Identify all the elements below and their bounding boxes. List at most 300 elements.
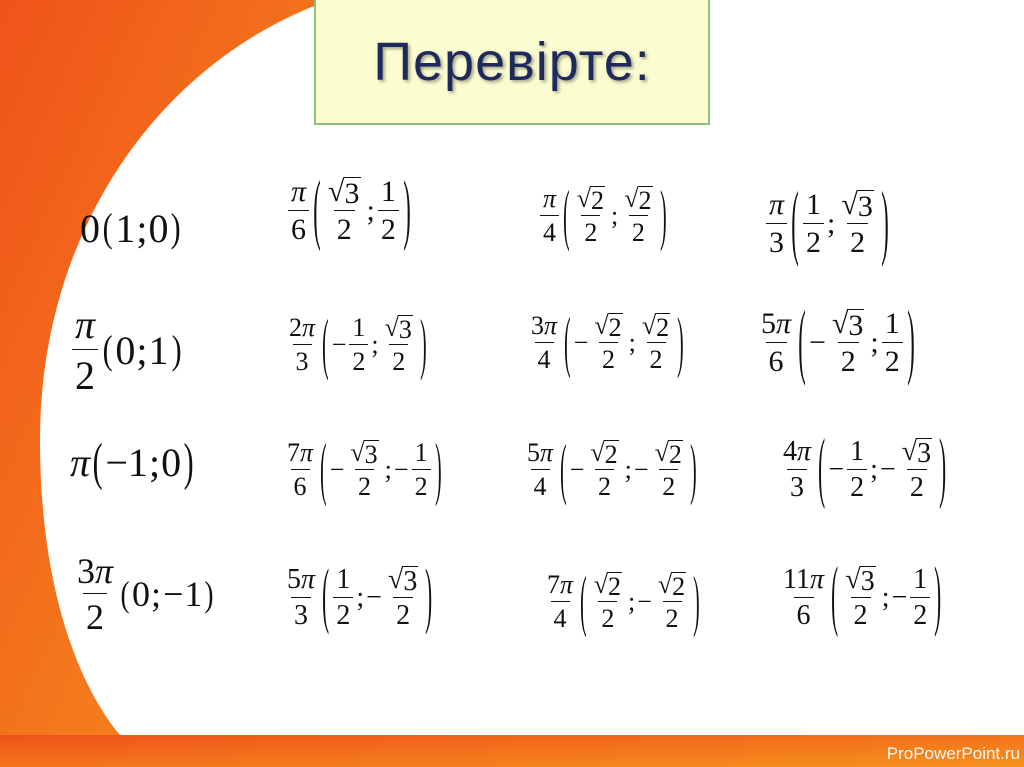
minus-sign: −: [633, 454, 649, 484]
slide-title: Перевірте:: [373, 31, 651, 92]
fraction: [587, 438, 621, 502]
digit: 2: [414, 471, 428, 501]
semicolon: ;: [870, 326, 879, 359]
numerator: [780, 564, 827, 597]
numerator: [284, 438, 316, 469]
left-paren: (: [322, 556, 330, 637]
numerator: [803, 188, 824, 223]
radical-sign: √: [350, 437, 365, 467]
semicolon: ;: [136, 327, 148, 373]
denominator: [766, 342, 787, 379]
square-root: [831, 306, 864, 342]
pi-symbol: π: [543, 183, 557, 213]
radical-sign: √: [841, 187, 858, 221]
radicand: 3: [344, 176, 360, 210]
minus-sign: −: [637, 586, 652, 616]
square-root: [593, 569, 622, 601]
digit: 2: [86, 596, 105, 637]
digit: 4: [783, 435, 797, 467]
denominator: [389, 344, 408, 377]
fraction: [591, 311, 625, 375]
radicand: 3: [364, 439, 378, 469]
digit: 6: [768, 345, 784, 378]
square-root: [594, 310, 622, 342]
semicolon: ;: [881, 581, 890, 613]
fraction: [842, 564, 878, 632]
digit: 2: [336, 599, 351, 631]
numerator: [385, 564, 421, 597]
numerator: [591, 570, 625, 601]
fraction: [540, 184, 559, 248]
pi-symbol: π: [797, 435, 812, 467]
point-equation-9: [70, 398, 196, 526]
denominator: [355, 469, 374, 502]
digit: 3: [531, 310, 544, 340]
fraction: [333, 564, 353, 632]
numerator: [766, 188, 787, 223]
digit: 3: [77, 550, 95, 591]
digit: 3: [769, 226, 785, 259]
fraction: [780, 436, 814, 504]
denominator: [838, 342, 859, 379]
fraction: [72, 301, 98, 399]
numerator: [758, 307, 794, 342]
pi-symbol: π: [809, 563, 824, 595]
point-equation-12: [778, 425, 948, 515]
semicolon: ;: [366, 194, 375, 227]
numerator: [591, 311, 625, 342]
numerator: [74, 550, 116, 593]
numerator: [333, 564, 353, 597]
radical-sign: √: [328, 174, 345, 208]
radical-sign: √: [641, 310, 657, 340]
denominator: [535, 342, 554, 375]
denominator: [393, 597, 413, 632]
numerator: [347, 438, 381, 469]
pi-symbol: π: [301, 563, 316, 595]
fraction: [766, 188, 787, 260]
fraction: [288, 175, 309, 247]
denominator: [333, 597, 353, 632]
right-paren: ): [419, 305, 427, 382]
right-paren: ): [659, 176, 667, 253]
point-equation-6: [284, 303, 429, 386]
radicand: 2: [638, 185, 652, 215]
fraction: [758, 307, 794, 379]
radical-sign: √: [654, 437, 669, 467]
denominator: [910, 597, 930, 632]
semicolon: ;: [624, 454, 632, 484]
semicolon: ;: [870, 453, 878, 485]
digit: 2: [913, 599, 928, 631]
pi-symbol: π: [300, 437, 314, 467]
right-paren: ): [881, 176, 889, 269]
fraction: [910, 564, 930, 632]
numerator: [838, 188, 876, 224]
digit: 7: [287, 437, 300, 467]
denominator: [291, 469, 310, 502]
pi-symbol: π: [302, 312, 316, 342]
denominator: [907, 469, 927, 504]
digit: 5: [527, 437, 540, 467]
right-paren: ): [939, 425, 947, 512]
pi-symbol: π: [70, 439, 91, 485]
fraction: [378, 175, 399, 247]
numerator: [544, 570, 576, 601]
square-root: [328, 174, 360, 210]
denominator: [83, 593, 107, 638]
digit: 2: [392, 347, 406, 377]
digit: 6: [291, 213, 307, 246]
denominator: [598, 601, 617, 634]
digit: 0: [161, 439, 182, 485]
numerator: [382, 313, 416, 344]
square-root: [350, 437, 378, 469]
fraction: [780, 564, 827, 632]
fraction: [325, 175, 363, 248]
denominator: [663, 601, 682, 634]
digit: 6: [293, 471, 307, 501]
pi-symbol: π: [95, 550, 114, 591]
digit: 0: [80, 205, 100, 251]
minus-sign: −: [569, 454, 585, 484]
numerator: [412, 438, 431, 469]
point-equation-16: [778, 553, 944, 643]
fraction: [74, 550, 116, 638]
square-root: [387, 563, 418, 597]
digit: 4: [553, 603, 567, 633]
radical-sign: √: [384, 312, 399, 342]
digit: 2: [909, 472, 924, 504]
fraction: [847, 436, 867, 504]
square-root: [841, 187, 873, 223]
minus-sign: −: [163, 573, 184, 614]
radicand: 3: [848, 308, 864, 342]
fraction: [652, 438, 686, 502]
minus-sign: −: [809, 326, 826, 359]
digit: 2: [601, 604, 615, 634]
digit: 4: [537, 344, 551, 374]
fraction: [838, 188, 876, 261]
digit: 2: [75, 353, 96, 398]
right-paren: ): [693, 562, 700, 639]
semicolon: ;: [151, 573, 162, 614]
denominator: [882, 342, 903, 379]
digit: 2: [662, 472, 676, 502]
digit: 1: [850, 435, 865, 467]
denominator: [787, 469, 807, 504]
numerator: [288, 175, 309, 210]
numerator: [829, 307, 867, 343]
denominator: [378, 210, 399, 247]
semicolon: ;: [610, 200, 619, 230]
digit: 1: [352, 312, 366, 342]
numerator: [286, 313, 318, 344]
radicand: 3: [857, 189, 873, 223]
denominator: [794, 597, 814, 632]
point-equation-4: [764, 176, 891, 272]
numerator: [325, 175, 363, 211]
point-equation-1: [80, 164, 184, 292]
digit: 2: [380, 213, 396, 246]
numerator: [655, 570, 689, 601]
fraction: [284, 564, 318, 632]
fraction: [882, 307, 903, 379]
digit: 2: [358, 472, 372, 502]
numerator: [540, 184, 559, 215]
right-paren: ): [425, 556, 433, 637]
fraction: [574, 184, 608, 248]
numerator: [910, 564, 930, 597]
digit: 2: [396, 600, 411, 632]
right-paren: ): [171, 205, 182, 250]
digit: 4: [533, 471, 547, 501]
radical-sign: √: [594, 310, 609, 340]
radicand: 2: [604, 439, 618, 469]
left-paren: (: [560, 430, 567, 507]
denominator: [349, 344, 368, 377]
radicand: 3: [860, 565, 875, 597]
numerator: [899, 436, 935, 469]
right-paren: ): [171, 327, 182, 372]
fraction: [639, 311, 673, 375]
minus-sign: −: [828, 453, 845, 485]
digit: 2: [649, 345, 663, 375]
denominator: [803, 223, 824, 260]
minus-sign: −: [393, 454, 409, 484]
radicand: 3: [917, 437, 932, 469]
left-paren: (: [102, 327, 113, 372]
right-paren: ): [689, 430, 697, 507]
square-root: [641, 310, 670, 342]
fraction: [655, 570, 689, 634]
semicolon: ;: [628, 327, 636, 357]
digit: −1: [105, 439, 148, 485]
digit: 2: [853, 600, 868, 632]
pi-symbol: π: [769, 188, 785, 221]
minus-sign: −: [573, 327, 589, 357]
bottom-bar: [0, 735, 1024, 767]
digit: 0: [115, 327, 136, 373]
denominator: [847, 223, 868, 260]
fraction: [829, 307, 867, 380]
radicand: 2: [607, 571, 621, 601]
numerator: [652, 438, 686, 469]
numerator: [847, 436, 867, 469]
numerator: [528, 311, 560, 342]
square-root: [657, 569, 686, 601]
digit: 1: [913, 563, 928, 595]
numerator: [349, 313, 368, 344]
digit: 2: [584, 218, 598, 248]
square-root: [654, 437, 683, 469]
left-paren: (: [831, 553, 839, 640]
right-paren: ): [403, 166, 411, 253]
radicand: 2: [656, 312, 670, 342]
digit: 2: [850, 471, 865, 503]
right-paren: ): [934, 553, 942, 640]
denominator: [334, 210, 355, 247]
denominator: [581, 215, 600, 248]
right-paren: ): [434, 429, 442, 508]
digit: 2: [806, 226, 822, 259]
numerator: [842, 564, 878, 597]
digit: 2: [631, 218, 645, 248]
watermark-text: ProPowerPoint.ru: [886, 744, 1020, 763]
minus-sign: −: [366, 581, 382, 613]
fraction: [347, 438, 381, 502]
radical-sign: √: [831, 306, 849, 340]
minus-sign: −: [331, 329, 347, 359]
numerator: [284, 564, 318, 597]
left-paren: (: [580, 562, 587, 639]
square-root: [576, 183, 605, 215]
digit: 1: [184, 573, 203, 614]
digit: 1: [884, 307, 900, 340]
square-root: [624, 183, 652, 215]
left-paren: (: [564, 303, 571, 380]
radical-sign: √: [576, 183, 591, 213]
semicolon: ;: [384, 454, 392, 484]
digit: 2: [850, 226, 866, 260]
minus-sign: −: [329, 454, 345, 484]
point-equation-10: [282, 428, 443, 511]
denominator: [291, 597, 311, 632]
square-root: [845, 563, 875, 597]
numerator: [639, 311, 673, 342]
radical-sign: √: [590, 437, 605, 467]
digit: 11: [783, 563, 810, 595]
point-equation-7: [526, 301, 686, 384]
right-paren: ): [204, 573, 214, 614]
radical-sign: √: [593, 569, 608, 599]
denominator: [540, 215, 559, 248]
radicand: 3: [398, 314, 412, 344]
square-root: [384, 312, 413, 344]
digit: 2: [665, 604, 679, 634]
digit: 2: [598, 472, 612, 502]
radicand: 2: [672, 571, 686, 601]
digit: 1: [414, 437, 428, 467]
fraction: [528, 311, 560, 375]
left-paren: (: [818, 425, 826, 512]
semicolon: ;: [371, 329, 379, 359]
digit: 0: [132, 573, 151, 614]
digit: 1: [148, 327, 169, 373]
numerator: [882, 307, 903, 342]
right-paren: ): [907, 295, 915, 388]
fraction: [286, 313, 318, 377]
square-root: [590, 437, 618, 469]
numerator: [524, 438, 556, 469]
pi-symbol: π: [75, 302, 96, 347]
point-equation-14: [282, 553, 435, 643]
semicolon: ;: [356, 581, 365, 613]
point-equation-2: [286, 163, 413, 259]
square-root: [901, 435, 932, 469]
radicand: 2: [668, 439, 682, 469]
point-equation-8: [756, 295, 917, 391]
fraction: [803, 188, 824, 260]
left-paren: (: [791, 176, 799, 269]
semicolon: ;: [827, 207, 836, 240]
denominator: [595, 469, 614, 502]
radicand: 2: [608, 312, 622, 342]
denominator: [647, 342, 666, 375]
radical-sign: √: [901, 435, 918, 467]
fraction: [544, 570, 576, 634]
point-equation-15: [542, 560, 702, 643]
denominator: [629, 215, 648, 248]
semicolon: ;: [136, 205, 148, 251]
denominator: [531, 469, 550, 502]
semicolon: ;: [148, 439, 161, 485]
digit: 1: [806, 188, 822, 221]
pi-symbol: π: [291, 175, 307, 208]
point-equation-13: [72, 536, 216, 651]
digit: 2: [602, 345, 616, 375]
left-paren: (: [322, 305, 329, 382]
denominator: [659, 469, 678, 502]
fraction: [621, 184, 655, 248]
radicand: 3: [403, 565, 418, 597]
radical-sign: √: [657, 569, 673, 599]
digit: 3: [294, 599, 309, 631]
denominator: [847, 469, 867, 504]
digit: 0: [148, 205, 169, 251]
left-paren: (: [563, 176, 570, 253]
digit: 2: [840, 345, 856, 379]
digit: 1: [115, 205, 136, 251]
digit: 3: [295, 346, 309, 376]
left-paren: (: [798, 295, 806, 388]
digit: 5: [287, 563, 301, 595]
digit: 2: [352, 346, 366, 376]
numerator: [780, 436, 814, 469]
radicand: 2: [590, 185, 604, 215]
denominator: [293, 344, 312, 377]
digit: 2: [884, 345, 900, 378]
numerator: [72, 301, 98, 349]
fraction: [524, 438, 556, 502]
fraction: [382, 313, 416, 377]
digit: 1: [380, 175, 396, 208]
numerator: [574, 184, 608, 215]
semicolon: ;: [627, 586, 636, 616]
denominator: [599, 342, 618, 375]
denominator: [412, 469, 431, 502]
denominator: [72, 349, 98, 399]
fraction: [899, 436, 935, 504]
digit: 7: [547, 569, 560, 599]
right-paren: ): [677, 303, 684, 380]
point-equation-11: [522, 428, 699, 511]
minus-sign: −: [891, 581, 908, 613]
minus-sign: −: [879, 453, 896, 485]
left-paren: (: [92, 432, 103, 491]
numerator: [587, 438, 621, 469]
fraction: [349, 313, 368, 377]
point-equation-5: [70, 286, 184, 414]
left-paren: (: [120, 573, 130, 614]
title-box: [314, 0, 710, 125]
right-paren: ): [183, 432, 194, 491]
denominator: [288, 210, 309, 247]
denominator: [766, 223, 787, 260]
radical-sign: √: [845, 563, 861, 595]
digit: 4: [543, 217, 557, 247]
left-paren: (: [102, 205, 113, 250]
